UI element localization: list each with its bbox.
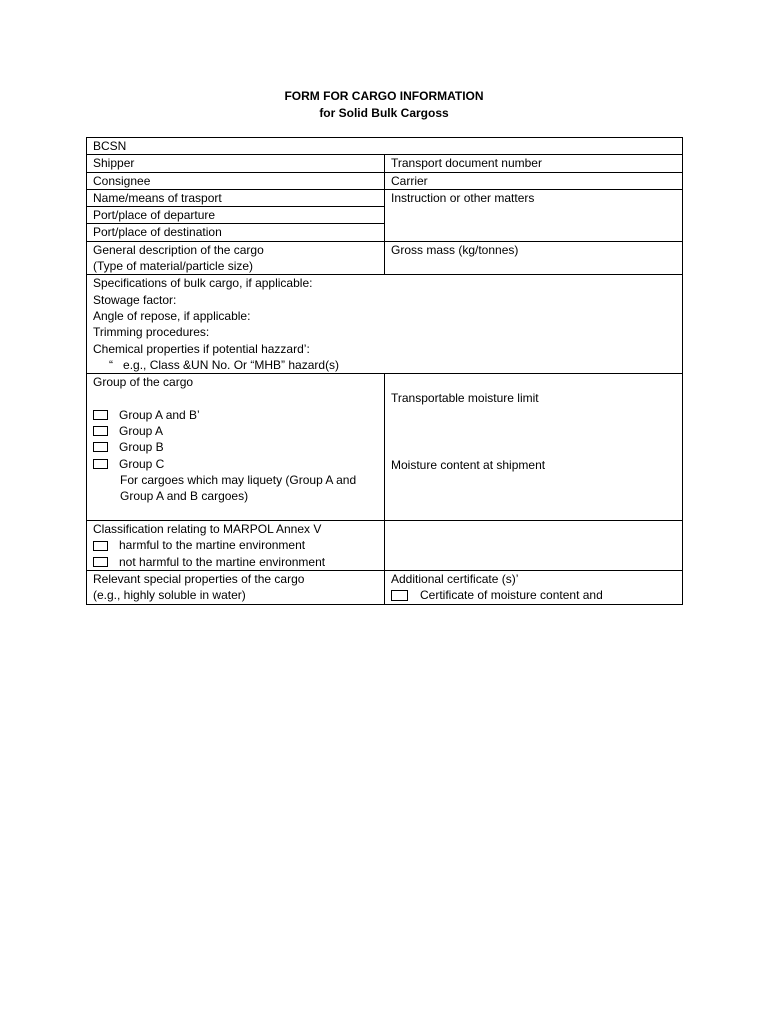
angle-label: Angle of repose, if applicable:: [93, 308, 251, 323]
cargo-info-table: [86, 137, 683, 605]
instruction-cell[interactable]: [385, 189, 683, 241]
example-line: [93, 357, 676, 373]
checkbox[interactable]: [391, 590, 408, 601]
checkbox[interactable]: [93, 459, 108, 469]
trimming-label: Trimming procedures:: [93, 325, 210, 340]
spacer: [93, 390, 378, 406]
bcsn-cell[interactable]: [87, 138, 683, 155]
group-option-label: Group A: [119, 424, 164, 439]
group-note-1: For cargoes which may liquety (Group A and: [120, 472, 357, 487]
marpol-option-harmful[interactable]: [93, 537, 378, 553]
specifications-cell[interactable]: [87, 275, 683, 374]
moisture-cell[interactable]: [385, 374, 683, 521]
checkbox[interactable]: [93, 426, 108, 436]
special-cell[interactable]: [87, 571, 385, 605]
form-subtitle: for Solid Bulk Cargoss: [319, 106, 449, 120]
checkbox[interactable]: [93, 557, 108, 567]
group-cell: [87, 374, 385, 521]
material-type-label: (Type of material/particle size): [93, 259, 254, 274]
shipper-label: Shipper: [93, 156, 135, 171]
spacer: [391, 374, 676, 390]
marpol-title: Classification relating to MARPOL Annex V: [93, 522, 322, 537]
group-option-c[interactable]: [93, 456, 378, 472]
table-row: [87, 172, 683, 189]
form-title: FORM FOR CARGO INFORMATION: [284, 89, 484, 103]
table-row: [87, 571, 683, 605]
certificate-option-label: Certificate of moisture content and: [420, 588, 603, 603]
gross-mass-cell[interactable]: [385, 241, 683, 275]
table-row: [87, 189, 683, 206]
special-example: (e.g., highly soluble in water): [93, 588, 246, 603]
checkbox[interactable]: [93, 442, 108, 452]
group-title: Group of the cargo: [93, 375, 194, 390]
checkbox[interactable]: [93, 410, 108, 420]
instruction-label: Instruction or other matters: [391, 190, 535, 205]
carrier-label: Carrier: [391, 173, 428, 188]
marpol-option-label: harmful to the martine environment: [119, 538, 306, 553]
marpol-option-label: not harmful to the martine environment: [119, 554, 326, 569]
certificate-title: Additional certificate (s)’: [391, 572, 519, 587]
means-transport-label: Name/means of trasport: [93, 190, 222, 205]
table-row: [87, 241, 683, 275]
group-option-a-b[interactable]: [93, 407, 378, 423]
chemical-label: Chemical properties if potential hazzard’:: [93, 341, 310, 356]
checkbox[interactable]: [93, 541, 108, 551]
group-option-label: Group C: [119, 456, 165, 471]
group-option-label: Group A and B’: [119, 407, 200, 422]
certificate-cell: [385, 571, 683, 605]
general-desc-label: General description of the cargo: [93, 242, 264, 257]
certificate-option[interactable]: [391, 587, 676, 603]
marpol-option-not-harmful[interactable]: [93, 554, 378, 570]
consignee-label: Consignee: [93, 173, 151, 188]
marpol-right-cell[interactable]: [385, 521, 683, 571]
spacer: [391, 407, 676, 457]
form-header: [0, 88, 768, 122]
consignee-cell[interactable]: [87, 172, 385, 189]
destination-cell[interactable]: [87, 224, 385, 241]
bcsn-label: BCSN: [93, 139, 127, 153]
group-option-b[interactable]: [93, 439, 378, 455]
carrier-cell[interactable]: [385, 172, 683, 189]
stowage-label: Stowage factor:: [93, 292, 177, 307]
transport-doc-label: Transport document number: [391, 156, 542, 171]
example-label: e.g., Class &UN No. Or “MHB” hazard(s): [123, 357, 340, 372]
moisture-label: Moisture content at shipment: [391, 457, 546, 472]
general-desc-cell[interactable]: [87, 241, 385, 275]
table-row: [87, 374, 683, 521]
group-note-2: Group A and B cargoes): [120, 489, 249, 504]
group-option-label: Group B: [119, 440, 164, 455]
departure-cell[interactable]: [87, 207, 385, 224]
transport-doc-cell[interactable]: [385, 155, 683, 172]
tml-label: Transportable moisture limit: [391, 391, 539, 406]
gross-mass-label: Gross mass (kg/tonnes): [391, 242, 519, 257]
table-row: [87, 275, 683, 374]
table-row: [87, 155, 683, 172]
special-title: Relevant special properties of the cargo: [93, 572, 305, 587]
specifications-title: Specifications of bulk cargo, if applicable:: [93, 276, 313, 291]
example-bullet: “: [109, 357, 113, 372]
shipper-cell[interactable]: [87, 155, 385, 172]
table-row: [87, 138, 683, 155]
destination-label: Port/place of destination: [93, 225, 222, 240]
group-option-a[interactable]: [93, 423, 378, 439]
means-transport-cell[interactable]: [87, 189, 385, 206]
marpol-cell: [87, 521, 385, 571]
departure-label: Port/place of departure: [93, 208, 216, 223]
table-row: [87, 521, 683, 571]
